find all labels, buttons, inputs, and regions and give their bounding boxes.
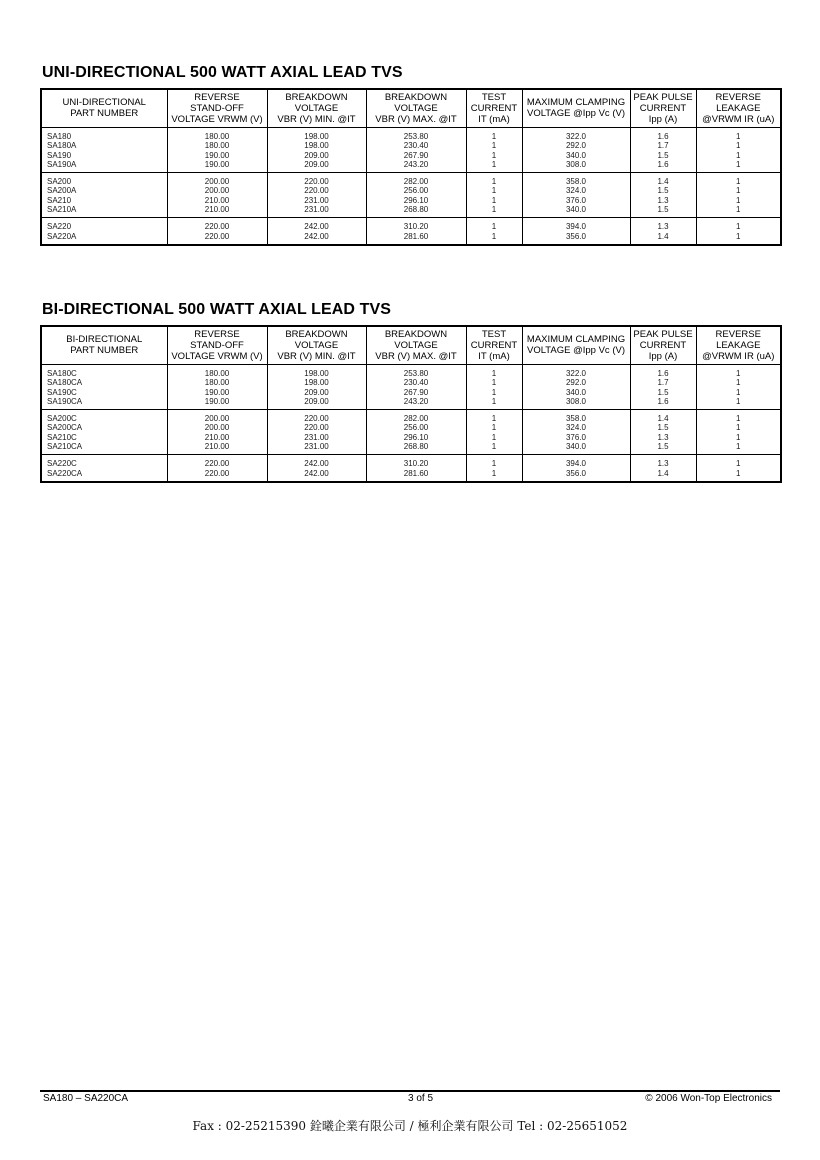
- spec-value: 1: [736, 378, 741, 388]
- value-cell: [167, 173, 267, 218]
- spec-value: 243.20: [403, 396, 429, 406]
- value-cell: [466, 128, 522, 173]
- value-cell: [366, 365, 466, 410]
- spec-value: 1: [491, 186, 497, 196]
- spec-value: 198.00: [304, 132, 329, 141]
- column-header: [41, 89, 167, 128]
- spec-value: 220.00: [204, 222, 230, 232]
- column-header-line: VOLTAGE: [294, 339, 339, 351]
- spec-value: 1: [491, 423, 497, 433]
- spec-value: 1.6: [657, 369, 669, 378]
- spec-value: 190.00: [204, 150, 230, 160]
- spec-value: 1: [736, 423, 741, 433]
- value-cell: [167, 365, 267, 410]
- column-header: [41, 326, 167, 365]
- bi-directional-title: BI-DIRECTIONAL 500 WATT AXIAL LEAD TVS: [42, 301, 392, 318]
- spec-value: 1: [736, 442, 741, 452]
- part-number: SA180: [47, 132, 72, 141]
- spec-value: 1: [736, 468, 741, 478]
- spec-value: 282.00: [403, 414, 429, 424]
- value-cell: [366, 455, 466, 482]
- value-cell: [522, 410, 630, 455]
- spec-value: 256.00: [403, 186, 429, 196]
- value-cell: [696, 455, 781, 482]
- spec-value: 220.00: [204, 231, 230, 241]
- column-header: [267, 89, 366, 128]
- spec-value: 340.0: [565, 387, 587, 397]
- part-number: SA180CA: [47, 378, 83, 388]
- spec-value: 322.0: [565, 132, 587, 141]
- spec-value: 1.4: [657, 177, 669, 187]
- spec-value: 1: [736, 369, 741, 378]
- part-number-cell: [41, 365, 167, 410]
- footer-copyright: © 2006 Won-Top Electronics: [645, 1093, 772, 1104]
- spec-value: 1: [736, 132, 741, 141]
- value-cell: [366, 128, 466, 173]
- spec-value: 394.0: [565, 222, 587, 232]
- spec-value: 253.80: [403, 369, 429, 378]
- column-header-line: PART NUMBER: [70, 108, 139, 119]
- spec-value: 198.00: [304, 369, 329, 378]
- column-header-line: STAND-OFF: [190, 339, 244, 351]
- part-number: SA210A: [47, 205, 77, 215]
- spec-value: 376.0: [565, 195, 587, 205]
- spec-value: 220.00: [204, 468, 230, 478]
- spec-value: 394.0: [565, 459, 587, 469]
- table-row-group: [41, 218, 781, 245]
- spec-value: 1: [736, 141, 741, 151]
- part-number-cell: [41, 218, 167, 245]
- value-cell: [522, 218, 630, 245]
- column-header-line: VBR (V) MIN. @IT: [277, 350, 356, 362]
- spec-value: 210.00: [204, 195, 230, 205]
- part-number: SA220A: [47, 231, 77, 241]
- spec-value: 1: [491, 159, 497, 169]
- spec-value: 310.20: [403, 222, 429, 232]
- spec-value: 308.0: [565, 396, 587, 406]
- spec-value: 210.00: [204, 442, 230, 452]
- value-cell: [267, 218, 366, 245]
- value-cell: [466, 410, 522, 455]
- part-number-cell: [41, 455, 167, 482]
- column-header-line: REVERSE: [715, 91, 761, 103]
- column-header-line: BI-DIRECTIONAL: [66, 334, 143, 345]
- value-cell: [267, 410, 366, 455]
- spec-value: 1: [491, 468, 497, 478]
- spec-value: 1: [736, 186, 741, 196]
- spec-value: 356.0: [565, 231, 587, 241]
- value-cell: [366, 410, 466, 455]
- spec-value: 296.10: [403, 195, 429, 205]
- column-header-line: VOLTAGE: [294, 102, 339, 114]
- value-cell: [522, 455, 630, 482]
- column-header-line: CURRENT: [470, 339, 518, 351]
- column-header-line: Ipp (A): [648, 350, 678, 362]
- value-cell: [696, 128, 781, 173]
- spec-value: 242.00: [304, 459, 329, 469]
- spec-value: 180.00: [204, 141, 230, 151]
- column-header-line: IT (mA): [478, 113, 510, 125]
- spec-value: 281.60: [403, 468, 429, 478]
- column-header-line: REVERSE: [194, 328, 240, 340]
- column-header-line: VBR (V) MAX. @IT: [375, 350, 457, 362]
- spec-value: 1.3: [657, 195, 669, 205]
- column-header-line: VOLTAGE @Ipp Vc (V): [527, 108, 625, 119]
- spec-value: 242.00: [304, 231, 329, 241]
- column-header: [366, 89, 466, 128]
- spec-value: 253.80: [403, 132, 429, 141]
- spec-value: 268.80: [403, 442, 429, 452]
- column-header-line: BREAKDOWN: [384, 91, 448, 103]
- value-cell: [167, 128, 267, 173]
- value-cell: [522, 365, 630, 410]
- part-number-cell: [41, 410, 167, 455]
- part-number: SA190C: [47, 387, 77, 397]
- spec-value: 1.4: [657, 468, 669, 478]
- column-header: [366, 326, 466, 365]
- spec-value: 376.0: [565, 432, 587, 442]
- spec-value: 268.80: [403, 205, 429, 215]
- value-cell: [267, 365, 366, 410]
- value-cell: [167, 455, 267, 482]
- column-header-line: REVERSE: [715, 328, 761, 340]
- spec-value: 310.20: [403, 459, 429, 469]
- value-cell: [366, 218, 466, 245]
- column-header-line: VOLTAGE @Ipp Vc (V): [527, 345, 625, 356]
- spec-value: 1: [736, 432, 741, 442]
- spec-value: 1: [491, 177, 497, 187]
- column-header: [696, 89, 781, 128]
- value-cell: [696, 365, 781, 410]
- column-header-line: TEST: [481, 91, 507, 103]
- column-header: [630, 326, 696, 365]
- spec-value: 281.60: [403, 231, 429, 241]
- spec-value: 1: [736, 150, 741, 160]
- column-header-line: PEAK PULSE: [633, 91, 693, 103]
- spec-value: 1.5: [657, 442, 669, 452]
- column-header: [167, 89, 267, 128]
- column-header-line: MAXIMUM CLAMPING: [526, 97, 626, 108]
- value-cell: [696, 218, 781, 245]
- spec-value: 282.00: [403, 177, 429, 187]
- spec-value: 256.00: [403, 423, 429, 433]
- spec-value: 1: [491, 369, 497, 378]
- part-number: SA200A: [47, 186, 77, 196]
- spec-value: 230.40: [403, 378, 429, 388]
- value-cell: [630, 173, 696, 218]
- spec-value: 1.6: [657, 159, 669, 169]
- uni-directional-title: UNI-DIRECTIONAL 500 WATT AXIAL LEAD TVS: [42, 64, 403, 81]
- spec-value: 1: [491, 150, 497, 160]
- spec-value: 267.90: [403, 387, 429, 397]
- part-number: SA220: [47, 222, 72, 232]
- spec-value: 1.4: [657, 231, 669, 241]
- spec-value: 1: [491, 205, 497, 215]
- contact-line: Fax : 02-25215390 銓曦企業有限公司 / 極利企業有限公司 Tel : 02-25651052: [192, 1119, 628, 1133]
- value-cell: [267, 455, 366, 482]
- value-cell: [267, 128, 366, 173]
- table-row-group: [41, 128, 781, 173]
- spec-value: 1: [736, 205, 741, 215]
- spec-value: 356.0: [565, 468, 587, 478]
- spec-value: 231.00: [304, 205, 329, 215]
- column-header-line: BREAKDOWN: [285, 328, 348, 340]
- spec-value: 1.3: [657, 459, 669, 469]
- spec-value: 1.4: [657, 414, 669, 424]
- spec-value: 242.00: [304, 222, 329, 232]
- spec-value: 1: [491, 432, 497, 442]
- spec-value: 1: [491, 141, 497, 151]
- column-header-line: CURRENT: [470, 102, 518, 114]
- spec-value: 1: [736, 222, 741, 232]
- value-cell: [696, 173, 781, 218]
- spec-value: 1.5: [657, 205, 669, 215]
- spec-value: 1.7: [657, 141, 669, 151]
- table-row-group: [41, 173, 781, 218]
- spec-value: 198.00: [304, 378, 329, 388]
- spec-value: 1.6: [657, 132, 669, 141]
- part-number: SA190A: [47, 159, 77, 169]
- column-header-line: UNI-DIRECTIONAL: [62, 97, 146, 108]
- column-header: [167, 326, 267, 365]
- column-header-line: VOLTAGE VRWM (V): [171, 350, 263, 362]
- spec-value: 190.00: [204, 396, 230, 406]
- spec-value: 180.00: [204, 369, 230, 378]
- spec-value: 1: [736, 414, 741, 424]
- spec-value: 209.00: [304, 387, 329, 397]
- footer-page-number: 3 of 5: [408, 1093, 434, 1104]
- spec-value: 1: [491, 459, 497, 469]
- footer-divider: [40, 1090, 780, 1092]
- value-cell: [267, 173, 366, 218]
- spec-value: 340.0: [565, 442, 587, 452]
- spec-value: 1: [736, 195, 741, 205]
- value-cell: [630, 455, 696, 482]
- column-header: [696, 326, 781, 365]
- spec-value: 220.00: [204, 459, 230, 469]
- value-cell: [630, 410, 696, 455]
- column-header-line: IT (mA): [478, 350, 510, 362]
- part-number: SA220CA: [47, 468, 83, 478]
- spec-value: 190.00: [204, 159, 230, 169]
- spec-value: 322.0: [565, 369, 587, 378]
- spec-value: 308.0: [565, 159, 587, 169]
- spec-value: 1: [736, 396, 741, 406]
- spec-value: 242.00: [304, 468, 329, 478]
- column-header: [522, 326, 630, 365]
- value-cell: [466, 365, 522, 410]
- spec-value: 358.0: [565, 177, 587, 187]
- column-header-line: PEAK PULSE: [633, 328, 693, 340]
- spec-value: 1.5: [657, 387, 669, 397]
- part-number: SA220C: [47, 459, 77, 469]
- spec-value: 210.00: [204, 432, 230, 442]
- spec-value: 1: [491, 378, 497, 388]
- spec-value: 198.00: [304, 141, 329, 151]
- spec-value: 1.5: [657, 150, 669, 160]
- part-number: SA210CA: [47, 442, 83, 452]
- spec-value: 210.00: [204, 205, 230, 215]
- table-header-row: [41, 89, 781, 128]
- spec-value: 296.10: [403, 432, 429, 442]
- part-number: SA210C: [47, 432, 77, 442]
- column-header-line: VOLTAGE: [394, 102, 438, 114]
- spec-value: 1.5: [657, 423, 669, 433]
- spec-value: 1: [736, 177, 741, 187]
- spec-value: 1.5: [657, 186, 669, 196]
- spec-value: 220.00: [304, 186, 329, 196]
- part-number-cell: [41, 173, 167, 218]
- column-header: [466, 89, 522, 128]
- spec-value: 200.00: [204, 414, 230, 424]
- spec-value: 324.0: [565, 423, 587, 433]
- spec-value: 1.3: [657, 222, 669, 232]
- column-header-line: @VRWM IR (uA): [702, 350, 775, 362]
- spec-value: 200.00: [204, 423, 230, 433]
- table-row-group: [41, 365, 781, 410]
- spec-value: 1: [491, 414, 497, 424]
- spec-value: 340.0: [565, 150, 587, 160]
- spec-value: 1.7: [657, 378, 669, 388]
- column-header-line: VOLTAGE VRWM (V): [171, 113, 263, 125]
- spec-value: 340.0: [565, 205, 587, 215]
- spec-value: 1: [491, 132, 497, 141]
- column-header: [466, 326, 522, 365]
- value-cell: [522, 128, 630, 173]
- value-cell: [366, 173, 466, 218]
- spec-value: 190.00: [204, 387, 230, 397]
- spec-value: 200.00: [204, 186, 230, 196]
- spec-value: 1: [491, 396, 497, 406]
- spec-value: 220.00: [304, 423, 329, 433]
- column-header-line: Ipp (A): [648, 113, 678, 125]
- value-cell: [630, 365, 696, 410]
- footer-part-range: SA180 – SA220CA: [43, 1093, 129, 1104]
- part-number: SA210: [47, 195, 72, 205]
- spec-value: 1: [491, 222, 497, 232]
- spec-value: 267.90: [403, 150, 429, 160]
- column-header-line: VOLTAGE: [394, 339, 438, 351]
- column-header-line: TEST: [481, 328, 507, 340]
- column-header-line: LEAKAGE: [716, 102, 761, 114]
- column-header-line: VBR (V) MIN. @IT: [277, 113, 356, 125]
- part-number: SA200C: [47, 414, 77, 424]
- spec-value: 180.00: [204, 132, 230, 141]
- column-header-line: PART NUMBER: [70, 345, 139, 356]
- spec-value: 1.3: [657, 432, 669, 442]
- spec-value: 1: [491, 442, 497, 452]
- value-cell: [630, 218, 696, 245]
- column-header-line: BREAKDOWN: [285, 91, 348, 103]
- spec-value: 1: [736, 159, 741, 169]
- value-cell: [466, 455, 522, 482]
- spec-value: 1: [491, 387, 497, 397]
- value-cell: [466, 218, 522, 245]
- spec-value: 231.00: [304, 432, 329, 442]
- value-cell: [630, 128, 696, 173]
- spec-value: 1: [491, 195, 497, 205]
- column-header-line: BREAKDOWN: [384, 328, 448, 340]
- spec-value: 209.00: [304, 150, 329, 160]
- column-header: [267, 326, 366, 365]
- spec-value: 180.00: [204, 378, 230, 388]
- spec-value: 1: [736, 231, 741, 241]
- column-header-line: @VRWM IR (uA): [702, 113, 775, 125]
- spec-value: 1: [736, 387, 741, 397]
- spec-value: 209.00: [304, 396, 329, 406]
- spec-value: 231.00: [304, 442, 329, 452]
- table-row-group: [41, 410, 781, 455]
- spec-value: 230.40: [403, 141, 429, 151]
- column-header: [630, 89, 696, 128]
- column-header-line: REVERSE: [194, 91, 240, 103]
- spec-value: 200.00: [204, 177, 230, 187]
- column-header: [522, 89, 630, 128]
- column-header-line: CURRENT: [639, 339, 687, 351]
- spec-value: 358.0: [565, 414, 587, 424]
- part-number: SA180C: [47, 369, 77, 378]
- part-number: SA190CA: [47, 396, 83, 406]
- value-cell: [466, 173, 522, 218]
- uni-directional-table: [40, 88, 782, 246]
- spec-value: 231.00: [304, 195, 329, 205]
- table-header-row: [41, 326, 781, 365]
- value-cell: [696, 410, 781, 455]
- column-header-line: STAND-OFF: [190, 102, 244, 114]
- value-cell: [167, 410, 267, 455]
- spec-value: 292.0: [565, 141, 587, 151]
- part-number: SA200: [47, 177, 72, 187]
- column-header-line: CURRENT: [639, 102, 687, 114]
- value-cell: [522, 173, 630, 218]
- spec-value: 243.20: [403, 159, 429, 169]
- part-number: SA200CA: [47, 423, 83, 433]
- spec-value: 220.00: [304, 177, 329, 187]
- part-number: SA180A: [47, 141, 77, 151]
- column-header-line: LEAKAGE: [716, 339, 761, 351]
- bi-directional-table: [40, 325, 782, 483]
- spec-value: 209.00: [304, 159, 329, 169]
- column-header-line: VBR (V) MAX. @IT: [375, 113, 457, 125]
- spec-value: 220.00: [304, 414, 329, 424]
- table-row-group: [41, 455, 781, 482]
- spec-value: 1.6: [657, 396, 669, 406]
- value-cell: [167, 218, 267, 245]
- spec-value: 324.0: [565, 186, 587, 196]
- part-number-cell: [41, 128, 167, 173]
- spec-value: 1: [736, 459, 741, 469]
- spec-value: 1: [491, 231, 497, 241]
- part-number: SA190: [47, 150, 72, 160]
- spec-value: 292.0: [565, 378, 587, 388]
- column-header-line: MAXIMUM CLAMPING: [526, 334, 626, 345]
